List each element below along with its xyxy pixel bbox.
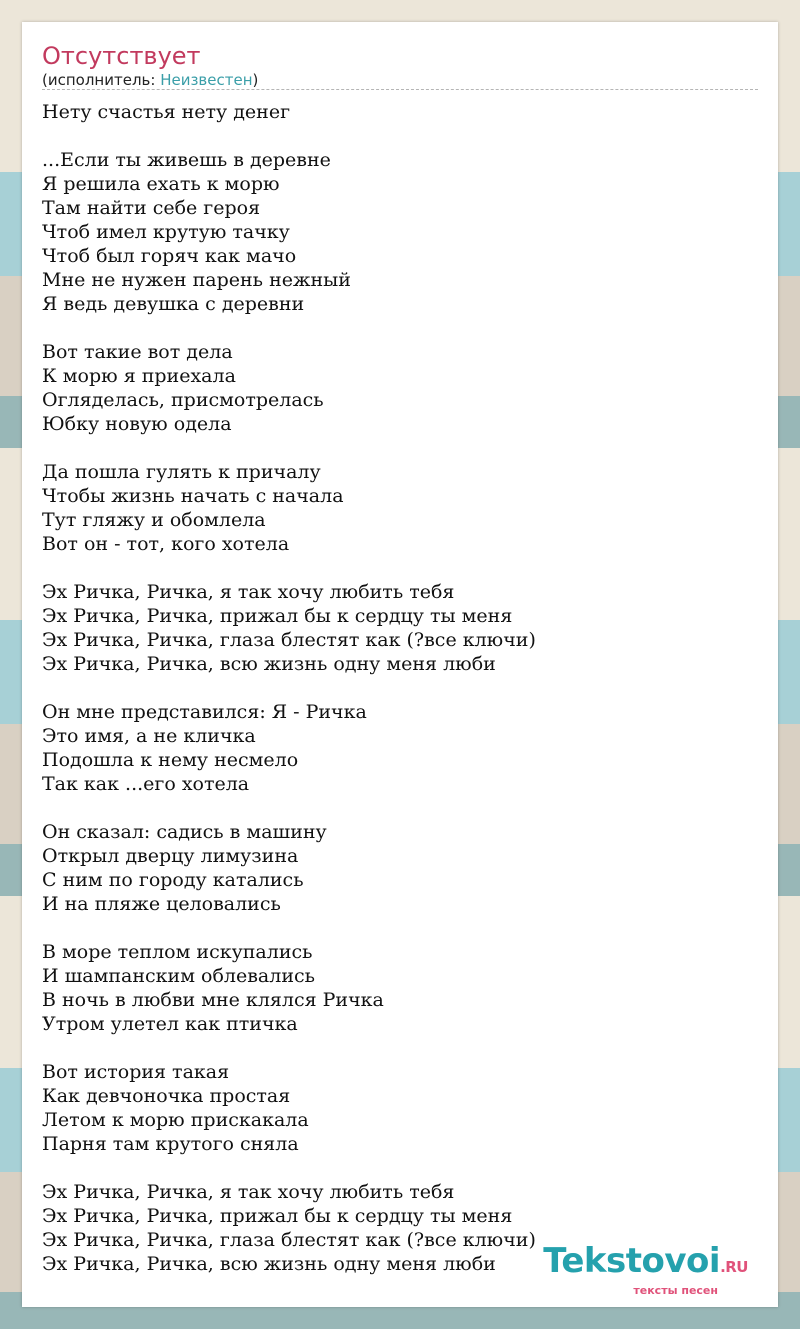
- lyrics-line: Вот такие вот дела: [42, 341, 233, 363]
- artist-link[interactable]: Неизвестен: [160, 71, 253, 89]
- lyrics-line: Как девчоночка простая: [42, 1085, 291, 1107]
- lyrics-stanza: [42, 148, 758, 316]
- logo-wordmark: Tekstovoi.RU: [543, 1241, 748, 1281]
- lyrics-line: Эх Ричка, Ричка, прижал бы к сердцу ты меня: [42, 605, 513, 627]
- site-logo[interactable]: [543, 1241, 748, 1297]
- lyrics-line: Летом к морю прискакала: [42, 1109, 309, 1131]
- lyrics-stanza: [42, 100, 758, 124]
- lyrics-stanza: [42, 340, 758, 436]
- lyrics-stanza: [42, 820, 758, 916]
- lyrics-line: Чтоб имел крутую тачку: [42, 221, 290, 243]
- lyrics-line: Эх Ричка, Ричка, глаза блестят как (?все ключи): [42, 629, 536, 651]
- logo-tagline: тексты песен: [633, 1284, 718, 1297]
- lyrics-line: И шампанским облевались: [42, 965, 315, 987]
- artist-line: [42, 71, 258, 89]
- lyrics-line: Юбку новую одела: [42, 413, 232, 435]
- lyrics-line: Мне не нужен парень нежный: [42, 269, 351, 291]
- lyrics-stanza: [42, 1060, 758, 1156]
- lyrics-line: И на пляже целовались: [42, 893, 281, 915]
- title-divider: [42, 89, 758, 90]
- lyrics-line: Парня там крутого сняла: [42, 1133, 299, 1155]
- lyrics-line: Чтоб был горяч как мачо: [42, 245, 297, 267]
- lyrics-card: [22, 22, 778, 1307]
- lyrics-stanza: [42, 580, 758, 676]
- lyrics-line: Он сказал: садись в машину: [42, 821, 327, 843]
- lyrics-line: Чтобы жизнь начать с начала: [42, 485, 344, 507]
- song-title: Отсутствует: [42, 42, 201, 70]
- lyrics-line: Так как ...его хотела: [42, 773, 250, 795]
- lyrics-line: Он мне представился: Я - Ричка: [42, 701, 367, 723]
- lyrics-stanza: [42, 460, 758, 556]
- lyrics-line: Подошла к нему несмело: [42, 749, 299, 771]
- lyrics-line: Это имя, а не кличка: [42, 725, 256, 747]
- lyrics-line: Да пошла гулять к причалу: [42, 461, 321, 483]
- logo-tld: .RU: [720, 1258, 748, 1276]
- lyrics-line: Вот история такая: [42, 1061, 230, 1083]
- lyrics-line: Нету счастья нету денег: [42, 101, 291, 123]
- lyrics-stanza: [42, 700, 758, 796]
- lyrics-line: В море теплом искупались: [42, 941, 313, 963]
- lyrics-line: Огляделась, присмотрелась: [42, 389, 324, 411]
- artist-suffix: ): [252, 71, 259, 89]
- lyrics-line: Эх Ричка, Ричка, прижал бы к сердцу ты меня: [42, 1205, 513, 1227]
- lyrics-line: Там найти себе героя: [42, 197, 261, 219]
- lyrics-line: К морю я приехала: [42, 365, 236, 387]
- lyrics-line: Я ведь девушка с деревни: [42, 293, 305, 315]
- lyrics-line: Утром улетел как птичка: [42, 1013, 298, 1035]
- lyrics-line: Эх Ричка, Ричка, я так хочу любить тебя: [42, 1181, 455, 1203]
- lyrics-line: ...Если ты живешь в деревне: [42, 149, 331, 171]
- lyrics-line: Открыл дверцу лимузина: [42, 845, 299, 867]
- lyrics-line: Тут гляжу и обомлела: [42, 509, 266, 531]
- lyrics-line: В ночь в любви мне клялся Ричка: [42, 989, 384, 1011]
- lyrics-text: [42, 100, 758, 1300]
- lyrics-line: Эх Ричка, Ричка, всю жизнь одну меня люби: [42, 653, 496, 675]
- lyrics-stanza: [42, 940, 758, 1036]
- lyrics-line: Вот он - тот, кого хотела: [42, 533, 290, 555]
- lyrics-line: Я решила ехать к морю: [42, 173, 280, 195]
- artist-prefix: (исполнитель:: [42, 71, 161, 89]
- lyrics-line: Эх Ричка, Ричка, глаза блестят как (?все ключи): [42, 1229, 536, 1251]
- lyrics-line: Эх Ричка, Ричка, всю жизнь одну меня люби: [42, 1253, 496, 1275]
- lyrics-line: С ним по городу катались: [42, 869, 304, 891]
- lyrics-line: Эх Ричка, Ричка, я так хочу любить тебя: [42, 581, 455, 603]
